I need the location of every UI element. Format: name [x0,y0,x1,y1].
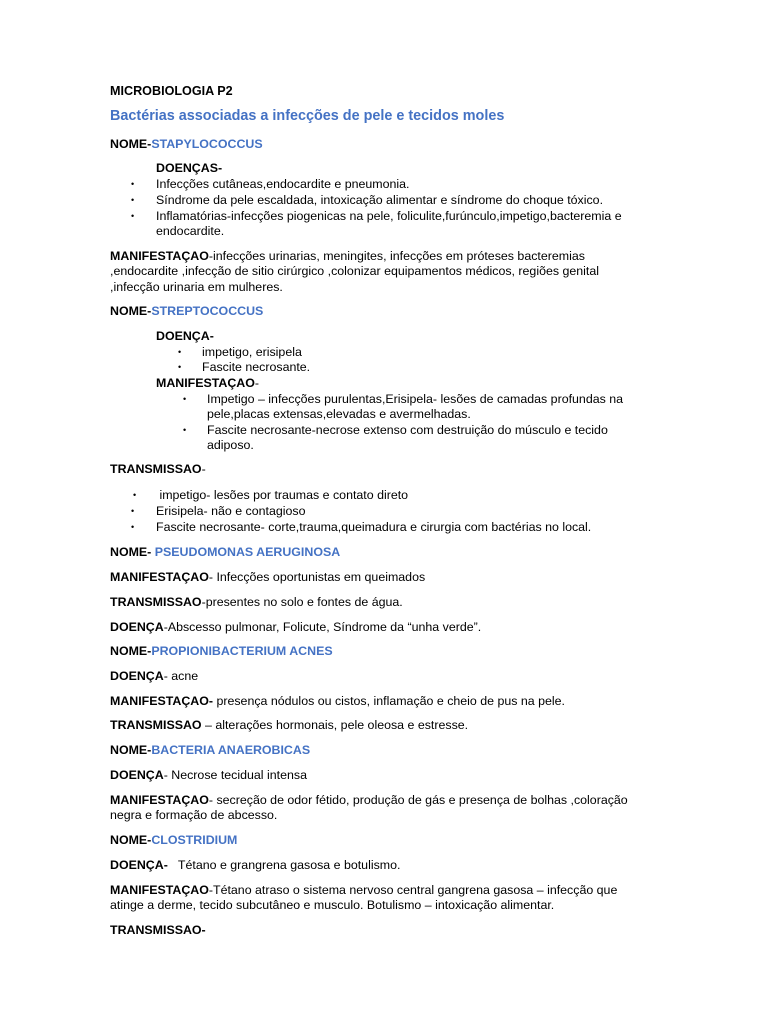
list-item: impetigo, erisipela [202,345,302,359]
s3-nome-line [110,545,650,561]
nome-label: NOME- [110,833,152,847]
manif-label: MANIFESTAÇAO- [110,694,214,708]
nome-label: NOME- [110,304,152,318]
s5-manif-line-2: negra e formação de abcesso. [110,808,278,822]
s1-nome-line [110,137,650,153]
s5-nome-line [110,743,650,759]
s6-doenca-line [110,858,650,874]
s2-manif-label-line [156,376,650,392]
doenca-text: - acne [163,669,199,683]
manif-text: -Tétano atraso o sistema nervoso central gangrena gasosa – infecção que [208,883,618,897]
bullet-icon: • [131,522,135,532]
list-item: Síndrome da pele escaldada, intoxicação alimentar e síndrome do choque tóxico. [156,193,604,207]
bullet-icon: • [131,179,135,189]
s4-manif-line [110,694,650,710]
s1-doencas-label: DOENÇAS- [156,161,223,175]
nome-value: CLOSTRIDIUM [151,833,238,847]
manif-label: MANIFESTAÇAO [110,249,209,263]
nome-value: BACTERIA ANAEROBICAS [151,743,311,757]
list-item: Erisipela- não e contagioso [156,504,306,518]
s1-manif-line-1 [110,249,650,265]
list-item: Fascite necrosante- corte,trauma,queimadura e cirurgia com bactérias no local. [156,520,592,534]
s5-doenca-line [110,768,650,784]
bullet-icon: • [178,347,182,357]
s2-trans-label-line [110,462,650,478]
nome-label: NOME- [110,644,152,658]
nome-value: STREPTOCOCCUS [151,304,264,318]
nome-label: NOME- [110,545,155,559]
manif-text: -infecções urinarias, meningites, infecções em próteses bacteremias [208,249,585,263]
bullet-icon: • [133,490,137,500]
manif-label: MANIFESTAÇAO [110,793,209,807]
s6-trans-label: TRANSMISSAO- [110,923,206,937]
doenca-label: DOENÇA- [110,858,168,872]
doenca-text: Tétano e grangrena gasosa e botulismo. [167,858,401,872]
s1-manif-line-3: ,infecção urinaria em mulheres. [110,280,283,294]
bullet-icon: • [131,211,135,221]
manif-text: presença nódulos ou cistos, inflamação e cheio de pus na pele. [213,694,565,708]
manif-text: - Infecções oportunistas em queimados [208,570,426,584]
s4-nome-line [110,644,650,660]
s5-manif-line-1 [110,793,650,809]
doenca-label: DOENÇA [110,768,164,782]
manif-label: MANIFESTAÇAO [110,570,209,584]
nome-label: NOME- [110,743,152,757]
bullet-icon: • [183,425,187,435]
nome-label: NOME- [110,137,152,151]
list-item-continuation: adiposo. [207,438,254,452]
list-item-continuation: endocardite. [156,224,225,238]
s6-manif-line-2: atinge a derme, tecido subcutâneo e musculo. Botulismo – intoxicação alimentar. [110,898,555,912]
document-subtitle: Bactérias associadas a infecções de pele e tecidos moles [110,108,505,124]
s3-manif-line [110,570,650,586]
manif-dash: - [254,376,260,390]
bullet-icon: • [178,362,182,372]
doenca-label: DOENÇA [110,620,164,634]
s3-trans-line [110,595,650,611]
nome-value: STAPYLOCOCCUS [151,137,263,151]
doenca-text: - Necrose tecidual intensa [163,768,307,782]
s4-doenca-line [110,669,650,685]
bullet-icon: • [183,394,187,404]
list-item: Inflamatórias-infecções piogenicas na pele, foliculite,furúnculo,impetigo,bacteremia e [156,209,622,223]
s2-nome-line [110,304,650,320]
doenca-label: DOENÇA [110,669,164,683]
manif-label: MANIFESTAÇAO [156,376,255,390]
trans-text: -presentes no solo e fontes de água. [201,595,403,609]
s6-nome-line [110,833,650,849]
list-item-continuation: pele,placas extensas,elevadas e avermelhadas. [207,407,471,421]
manif-text: - secreção de odor fétido, produção de gás e presença de bolhas ,coloração [208,793,628,807]
s2-doenca-label: DOENÇA- [156,329,214,343]
list-item: impetigo- lesões por traumas e contato direto [156,488,409,502]
s3-doenca-line [110,620,650,636]
doenca-text: -Abscesso pulmonar, Folicute, Síndrome da “unha verde”. [163,620,482,634]
trans-text: – alterações hormonais, pele oleosa e estresse. [201,718,469,732]
trans-label: TRANSMISSAO [110,595,202,609]
list-item: Fascite necrosante-necrose extenso com destruição do músculo e tecido [207,423,608,437]
s1-manif-line-2: ,endocardite ,infecção de sitio cirúrgico ,colonizar equipamentos médicos, regiões genital [110,264,600,278]
bullet-icon: • [131,195,135,205]
list-item: Fascite necrosante. [202,360,311,374]
list-item: Infecções cutâneas,endocardite e pneumonia. [156,177,410,191]
list-item: Impetigo – infecções purulentas,Erisipela- lesões de camadas profundas na [207,392,624,406]
nome-value: PROPIONIBACTERIUM ACNES [151,644,333,658]
bullet-icon: • [131,506,135,516]
document-header: MICROBIOLOGIA P2 [110,84,233,98]
trans-label: TRANSMISSAO [110,462,202,476]
s6-manif-line-1 [110,883,650,899]
s4-trans-line [110,718,650,734]
manif-label: MANIFESTAÇAO [110,883,209,897]
nome-value: PSEUDOMONAS AERUGINOSA [154,545,341,559]
trans-label: TRANSMISSAO [110,718,202,732]
trans-dash: - [201,462,206,476]
